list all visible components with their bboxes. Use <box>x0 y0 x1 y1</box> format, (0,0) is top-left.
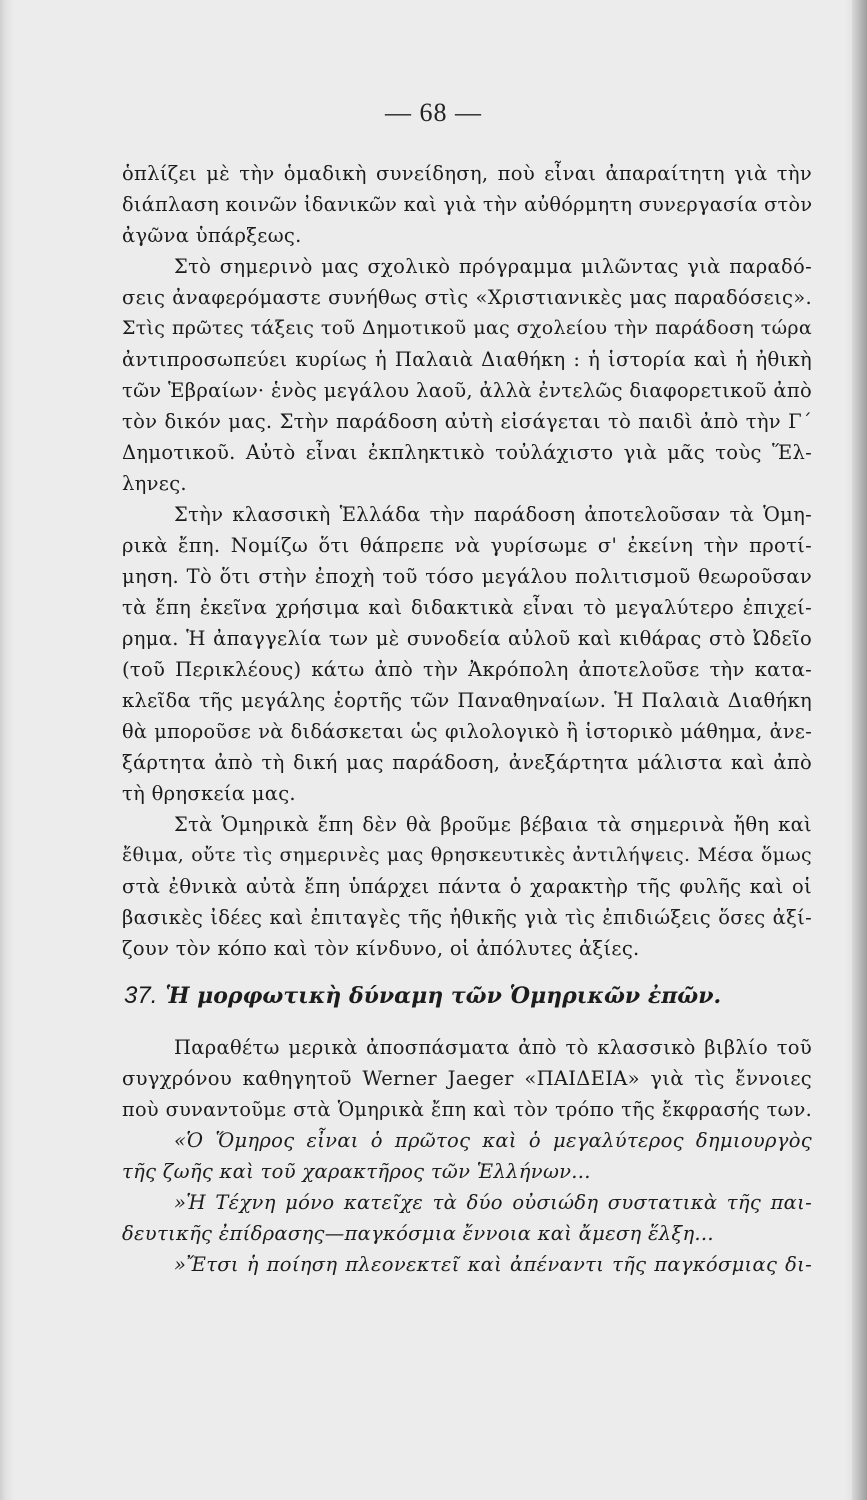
text-line: ἔθιμα, οὔτε τὶς σημερινὲς μας θρησκευτικὲς ἀντιλήψεις. Μέσα ὅμως <box>122 844 812 866</box>
text-line: κλεῖδα τῆς μεγάλης ἑορτῆς τῶν Παναθηναίων. Ἡ Παλαιὰ Διαθήκη <box>122 689 812 712</box>
text-line: »Ἡ Τέχνη μόνο κατεῖχε τὰ δύο οὐσιώδη συστατικὰ τῆς παι- <box>174 1191 812 1214</box>
text-line: (τοῦ Περικλέους) κάτω ἀπὸ τὴν Ἀκρόπολη ἀποτελοῦσε τὴν κατα- <box>122 658 812 681</box>
text-line: ἀγῶνα ὑπάρξεως. <box>122 224 302 247</box>
text-line: Στὴν κλασσικὴ Ἑλλάδα τὴν παράδοση ἀποτελοῦσαν τὰ Ὁμη- <box>174 503 812 526</box>
text-line: βασικὲς ἰδέες καὶ ἐπιταγὲς τῆς ἠθικῆς γιὰ τὶς ἐπιδιώξεις ὅσες ἀξί- <box>122 906 812 929</box>
text-line: στὰ ἐθνικὰ αὐτὰ ἔπη ὑπάρχει πάντα ὁ χαρακτὴρ τῆς φυλῆς καὶ οἱ <box>122 875 812 898</box>
paragraph-4 <box>122 809 812 964</box>
text-line: Παραθέτω μερικὰ ἀποσπάσματα ἀπὸ τὸ κλασσικὸ βιβλίο τοῦ <box>174 1036 812 1059</box>
text-line: ρικὰ ἔπη. Νομίζω ὅτι θάπρεπε νὰ γυρίσωμε σ' ἐκείνη τὴν προτί- <box>122 534 812 557</box>
text-line: θὰ μποροῦσε νὰ διδάσκεται ὡς φιλολογικὸ ἢ ἱστορικὸ μάθημα, ἀνε- <box>122 720 812 743</box>
text-line: μηση. Τὸ ὅτι στὴν ἐποχὴ τοῦ τόσο μεγάλου πολιτισμοῦ θεωροῦσαν <box>122 565 812 588</box>
text-line: Δημοτικοῦ. Αὐτὸ εἶναι ἐκπληκτικὸ τοὐλάχιστο γιὰ μᾶς τοὺς Ἕλ- <box>122 441 812 464</box>
text-line: Στὸ σημερινὸ μας σχολικὸ πρόγραμμα μιλῶντας γιὰ παραδό- <box>174 255 812 278</box>
text-line: ποὺ συναντοῦμε στὰ Ὁμηρικὰ ἔπη καὶ τὸν τρόπο τῆς ἔκφρασής των. <box>122 1098 812 1121</box>
quotation-1 <box>122 1125 812 1187</box>
quotation-3 <box>122 1249 812 1280</box>
text-line: συγχρόνου καθηγητοῦ Werner Jaeger «ΠΑΙΔΕΙΑ» γιὰ τὶς ἔννοιες <box>122 1067 812 1090</box>
text-line: δευτικῆς ἐπίδρασης—παγκόσμια ἔννοια καὶ ἄμεση ἕλξη... <box>122 1222 714 1245</box>
text-line: τῶν Ἑβραίων· ἑνὸς μεγάλου λαοῦ, ἀλλὰ ἐντελῶς διαφορετικοῦ ἀπὸ <box>122 379 812 402</box>
page-number: — 68 — <box>385 98 482 127</box>
paragraph-2 <box>122 251 812 499</box>
body-text <box>122 158 812 1280</box>
paragraph-5 <box>122 1032 812 1125</box>
text-line: ἀντιπροσωπεύει κυρίως ἡ Παλαιὰ Διαθήκη : ἡ ἱστορία καὶ ἡ ἠθικὴ <box>122 348 812 371</box>
text-line: ὁπλίζει μὲ τὴν ὁμαδικὴ συνείδηση, ποὺ εἶναι ἀπαραίτητη γιὰ τὴν <box>122 162 812 185</box>
text-line: τὴ θρησκεία μας. <box>122 782 296 805</box>
section-heading <box>122 976 812 1016</box>
page-edge-shadow <box>852 0 867 1500</box>
text-line: »Ἔτσι ἡ ποίηση πλεονεκτεῖ καὶ ἀπέναντι τῆς παγκόσμιας δι- <box>174 1253 812 1276</box>
paragraph-1 <box>122 158 812 251</box>
text-line: ρημα. Ἡ ἀπαγγελία των μὲ συνοδεία αὐλοῦ καὶ κιθάρας στὸ Ὠδεῖο <box>122 627 812 650</box>
text-line: ζουν τὸν κόπο καὶ τὸν κίνδυνο, οἱ ἀπόλυτες ἀξίες. <box>122 937 640 960</box>
text-line: «Ὁ Ὅμηρος εἶναι ὁ πρῶτος καὶ ὁ μεγαλύτερος δημιουργὸς <box>174 1129 812 1152</box>
text-line: Στὰ Ὁμηρικὰ ἔπη δὲν θὰ βροῦμε βέβαια τὰ σημερινὰ ἤθη καὶ <box>174 813 812 836</box>
text-line: σεις ἀναφερόμαστε συνήθως στὶς «Χριστιανικὲς μας παραδόσεις». <box>122 286 812 309</box>
section-number: 37. <box>124 982 158 1009</box>
text-line: τὰ ἔπη ἐκεῖνα χρήσιμα καὶ διδακτικὰ εἶναι τὸ μεγαλύτερο ἐπιχεί- <box>122 596 812 619</box>
quotation-2 <box>122 1187 812 1249</box>
paragraph-3 <box>122 499 812 809</box>
text-line: διάπλαση κοινῶν ἰδανικῶν καὶ γιὰ τὴν αὐθόρμητη συνεργασία στὸν <box>122 193 813 216</box>
text-line: ξάρτητα ἀπὸ τὴ δική μας παράδοση, ἀνεξάρτητα μάλιστα καὶ ἀπὸ <box>122 751 812 774</box>
text-line: τῆς ζωῆς καὶ τοῦ χαρακτῆρος τῶν Ἑλλήνων... <box>122 1160 591 1183</box>
text-line: Στὶς πρῶτες τάξεις τοῦ Δημοτικοῦ μας σχολείου τὴν παράδοση τώρα <box>122 317 812 339</box>
section-title: Ἡ μορφωτικὴ δύναμη τῶν Ὁμηρικῶν ἐπῶν. <box>165 983 722 1009</box>
text-line: ληνες. <box>122 472 187 495</box>
text-line: τὸν δικόν μας. Στὴν παράδοση αὐτὴ εἰσάγεται τὸ παιδὶ ἀπὸ τὴν Γ΄ <box>122 410 812 433</box>
